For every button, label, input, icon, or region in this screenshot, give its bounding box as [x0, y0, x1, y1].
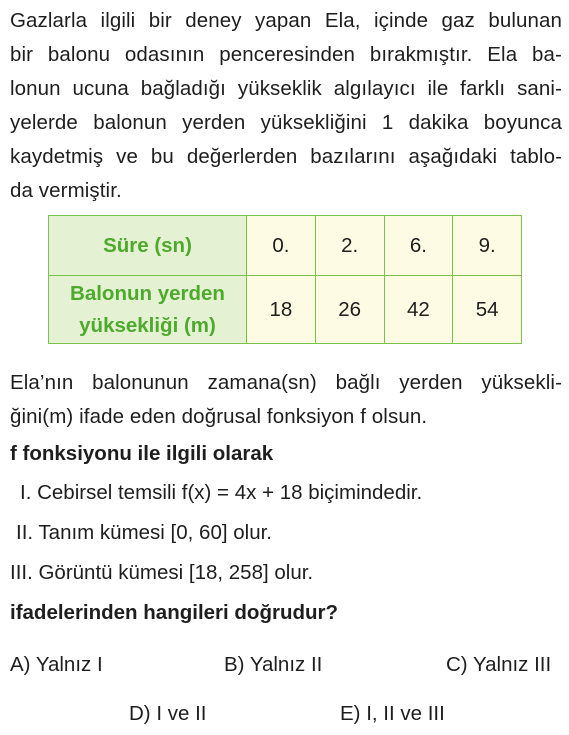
statement-2: II. Tanım kümesi [0, 60] olur.: [16, 521, 272, 544]
option-c[interactable]: C) Yalnız III: [446, 653, 552, 676]
option-a[interactable]: A) Yalnız I: [10, 653, 103, 676]
time-header: Süre (sn): [49, 216, 247, 276]
question-title: f fonksiyonu ile ilgili olarak: [10, 442, 274, 465]
intro-line: kaydetmiş ve bu değerlerden bazılarını aşağıdaki tablo-: [10, 145, 562, 168]
table-row: [49, 276, 522, 344]
intro-line: bir balonu odasının penceresinden bırakmıştır. Ela ba-: [10, 43, 562, 66]
height-header-line2: yüksekliği (m): [79, 313, 216, 337]
option-e[interactable]: E) I, II ve III: [340, 702, 445, 725]
statement-1: I. Cebirsel temsili f(x) = 4x + 18 biçimindedir.: [20, 481, 423, 504]
question-prompt: ifadelerinden hangileri doğrudur?: [10, 601, 339, 624]
height-header-line1: Balonun yerden: [70, 281, 225, 305]
description-line: Ela’nın balonunun zamana(sn) bağlı yerden yüksekli-: [10, 371, 562, 394]
statement-3: III. Görüntü kümesi [18, 258] olur.: [10, 561, 314, 584]
option-d[interactable]: D) I ve II: [129, 702, 207, 725]
time-cell: 6.: [384, 216, 453, 276]
height-header: [49, 276, 247, 344]
table-row: [49, 216, 522, 276]
option-b[interactable]: B) Yalnız II: [224, 653, 323, 676]
time-cell: 9.: [453, 216, 522, 276]
intro-line: yelerde balonun yerden yüksekliğini 1 dakika boyunca: [10, 111, 562, 134]
height-cell: 18: [247, 276, 316, 344]
intro-line: da vermiştir.: [10, 179, 122, 202]
time-cell: 2.: [315, 216, 384, 276]
height-cell: 54: [453, 276, 522, 344]
height-cell: 26: [315, 276, 384, 344]
description-line: ğini(m) ifade eden doğrusal fonksiyon f olsun.: [10, 405, 428, 428]
height-cell: 42: [384, 276, 453, 344]
data-table: [48, 215, 522, 344]
intro-line: Gazlarla ilgili bir deney yapan Ela, içinde gaz bulunan: [10, 9, 562, 32]
time-cell: 0.: [247, 216, 316, 276]
intro-line: lonun ucuna bağladığı yükseklik algılayıcı ile farklı sani-: [10, 77, 562, 100]
intro-paragraph: [10, 4, 562, 208]
description-paragraph: [10, 366, 562, 434]
